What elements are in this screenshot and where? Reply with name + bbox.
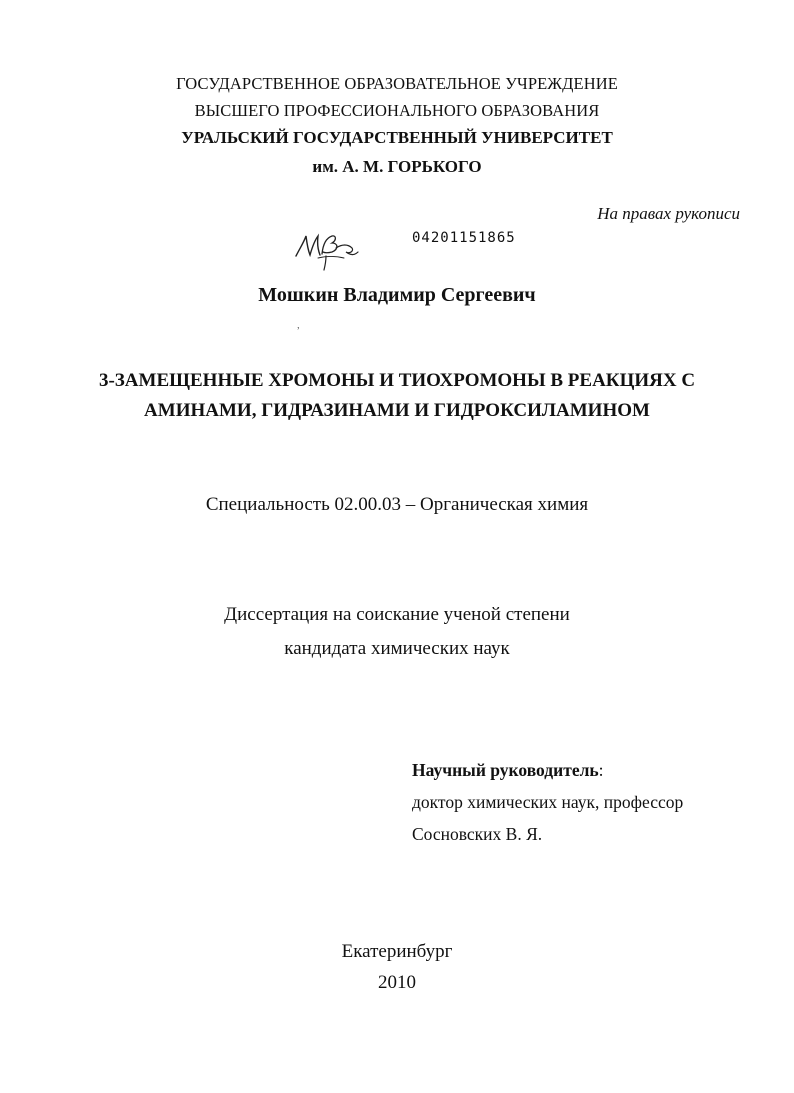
manuscript-note: На правах рукописи xyxy=(597,204,740,223)
advisor-name: Сосновских В. Я. xyxy=(412,824,543,844)
advisor-label: Научный руководитель xyxy=(412,760,599,780)
university-name: УРАЛЬСКИЙ ГОСУДАРСТВЕННЫЙ УНИВЕРСИТЕТ xyxy=(181,128,613,147)
institution-line-1: ГОСУДАРСТВЕННОЕ ОБРАЗОВАТЕЛЬНОЕ УЧРЕЖДЕНИЕ xyxy=(176,74,618,93)
signature xyxy=(292,222,362,272)
specialty: Специальность 02.00.03 – Органическая химия xyxy=(205,494,589,515)
institution-line-2: ВЫСШЕГО ПРОФЕССИОНАЛЬНОГО ОБРАЗОВАНИЯ xyxy=(194,101,600,120)
dissertation-line-2: кандидата химических наук xyxy=(284,638,510,659)
author-name: Мошкин Владимир Сергеевич xyxy=(258,284,536,306)
university-named-after: им. А. М. ГОРЬКОГО xyxy=(312,157,482,176)
scan-mark: , xyxy=(297,319,300,331)
signature-image xyxy=(292,222,362,272)
advisor-colon: : xyxy=(598,760,604,780)
advisor-heading xyxy=(412,760,604,781)
dissertation-line-1: Диссертация на соискание ученой степени xyxy=(224,604,570,625)
city: Екатеринбург xyxy=(341,941,453,962)
advisor-degree: доктор химических наук, профессор xyxy=(412,792,684,812)
dissertation-title-line-2: АМИНАМИ, ГИДРАЗИНАМИ И ГИДРОКСИЛАМИНОМ xyxy=(144,400,650,421)
registry-number: 04201151865 xyxy=(412,230,516,246)
year: 2010 xyxy=(378,972,416,993)
dissertation-title-line-1: 3-ЗАМЕЩЕННЫЕ ХРОМОНЫ И ТИОХРОМОНЫ В РЕАКЦИЯХ С xyxy=(98,370,696,391)
